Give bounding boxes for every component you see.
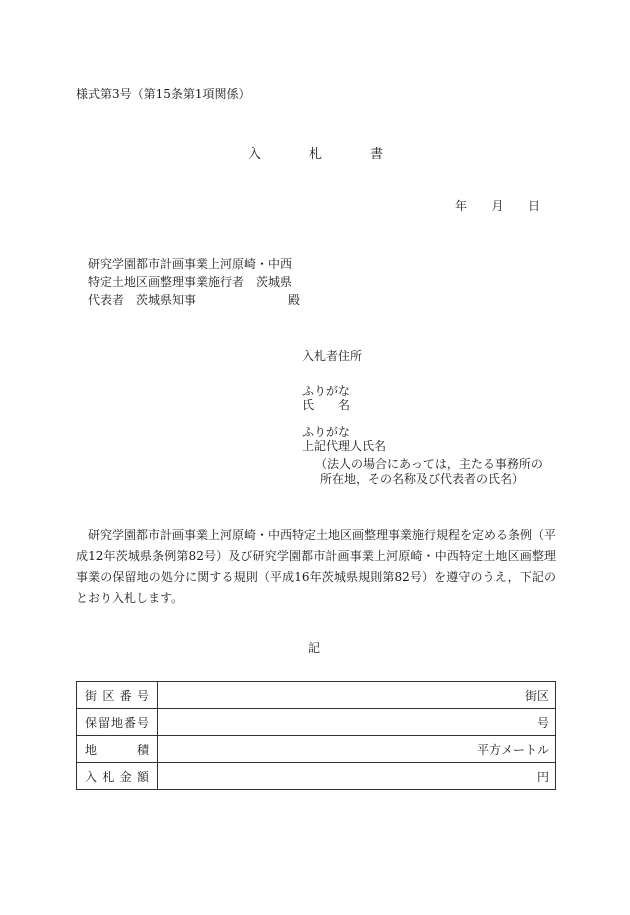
bidder-name-label-2: 名 bbox=[338, 398, 351, 412]
reserved-land-number-label: 保留地番号 bbox=[77, 709, 158, 736]
form-number: 様式第3号（第15条第1項関係） bbox=[76, 87, 251, 101]
bid-amount-label: 入札金額 bbox=[77, 763, 158, 790]
date-line bbox=[455, 197, 540, 214]
table-row bbox=[77, 682, 556, 709]
title-char-2: 札 bbox=[308, 147, 322, 162]
corporate-note-line-1: （法人の場合にあっては，主たる事務所の bbox=[315, 457, 543, 471]
land-area-field[interactable]: 平方メートル bbox=[158, 736, 556, 763]
table-row bbox=[77, 736, 556, 763]
ki-label: 記 bbox=[308, 641, 321, 655]
addressee-line-3: 代表者 茨城県知事 bbox=[88, 293, 197, 307]
land-area-label: 地積 bbox=[77, 736, 158, 763]
date-year[interactable]: 年 bbox=[455, 199, 468, 213]
addressee-honorific: 殿 bbox=[288, 293, 301, 307]
bidder-name-label-1: 氏 bbox=[302, 398, 315, 412]
agent-furigana-label[interactable]: ふりがな bbox=[302, 425, 351, 439]
bid-amount-field[interactable]: 円 bbox=[158, 763, 556, 790]
corporate-note bbox=[315, 457, 543, 487]
addressee-line-2: 特定土地区画整理事業施行者 茨城県 bbox=[88, 275, 293, 289]
addressee-line-1: 研究学園都市計画事業上河原崎・中西 bbox=[88, 257, 293, 271]
block-number-label: 街区番号 bbox=[77, 682, 158, 709]
bid-items-table bbox=[76, 681, 556, 790]
table-row bbox=[77, 763, 556, 790]
block-number-field[interactable]: 街区 bbox=[158, 682, 556, 709]
date-day[interactable]: 日 bbox=[527, 199, 540, 213]
date-month[interactable]: 月 bbox=[491, 199, 504, 213]
addressee-block bbox=[88, 255, 301, 309]
agent-name-label[interactable]: 上記代理人氏名 bbox=[302, 439, 387, 453]
reserved-land-number-field[interactable]: 号 bbox=[158, 709, 556, 736]
bidder-furigana-label[interactable]: ふりがな bbox=[302, 384, 351, 398]
table-row bbox=[77, 709, 556, 736]
document-title bbox=[248, 143, 383, 162]
title-char-3: 書 bbox=[369, 147, 383, 162]
title-char-1: 入 bbox=[248, 147, 262, 162]
corporate-note-line-2: 所在地，その名称及び代表者の氏名） bbox=[320, 472, 525, 486]
bidder-name-label[interactable] bbox=[302, 396, 350, 413]
body-paragraph: 研究学園都市計画事業上河原崎・中西特定土地区画整理事業施行規程を定める条例（平成12年茨城県条例第82号）及び研究学園都市計画事業上河原崎・中西特定土地区画整理事業の保留地の処分に関する規則（平成16年茨城県規則第82号）を遵守のうえ，下記のとおり入札します。 bbox=[76, 528, 557, 605]
bidder-address-label[interactable]: 入札者住所 bbox=[302, 349, 363, 363]
